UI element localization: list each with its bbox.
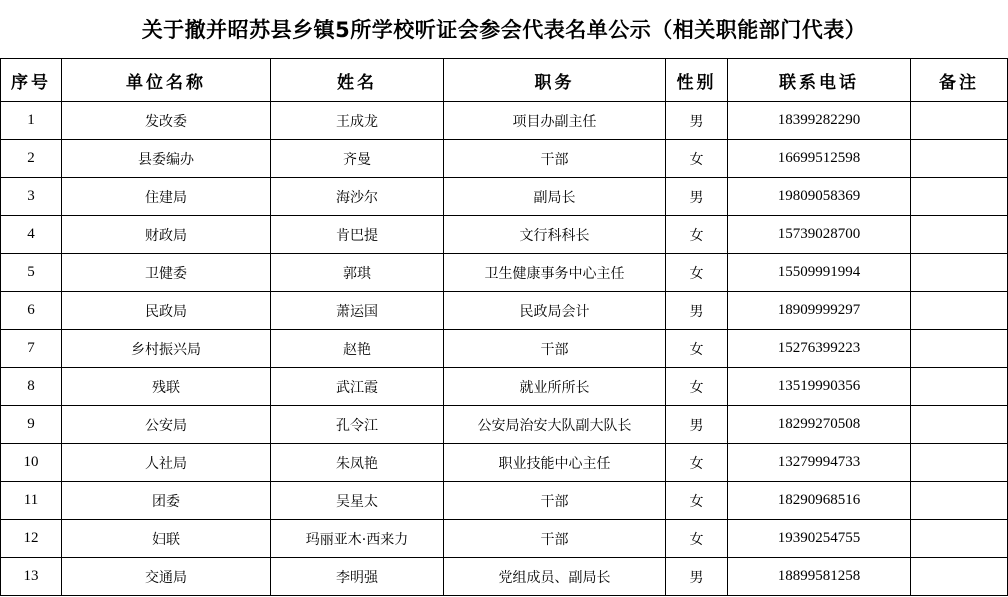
cell-phone: 13279994733 — [728, 444, 911, 482]
cell-gender: 男 — [666, 292, 728, 330]
cell-gender: 女 — [666, 140, 728, 178]
cell-note — [911, 444, 1008, 482]
table-row — [1, 140, 1008, 178]
cell-gender: 男 — [666, 406, 728, 444]
cell-no: 7 — [1, 330, 62, 368]
cell-gender: 女 — [666, 520, 728, 558]
cell-unit: 财政局 — [62, 216, 271, 254]
cell-name: 武江霞 — [271, 368, 444, 406]
cell-unit: 卫健委 — [62, 254, 271, 292]
cell-position: 公安局治安大队副大队长 — [444, 406, 666, 444]
cell-position: 民政局会计 — [444, 292, 666, 330]
cell-name: 王成龙 — [271, 102, 444, 140]
cell-phone: 15739028700 — [728, 216, 911, 254]
cell-note — [911, 520, 1008, 558]
cell-note — [911, 482, 1008, 520]
table-row — [1, 216, 1008, 254]
cell-no: 1 — [1, 102, 62, 140]
cell-unit: 县委编办 — [62, 140, 271, 178]
cell-note — [911, 558, 1008, 596]
cell-gender: 女 — [666, 216, 728, 254]
cell-no: 11 — [1, 482, 62, 520]
cell-note — [911, 406, 1008, 444]
table-row — [1, 102, 1008, 140]
cell-name: 萧运国 — [271, 292, 444, 330]
cell-note — [911, 254, 1008, 292]
column-header-note: 备注 — [911, 59, 1008, 102]
table-row — [1, 368, 1008, 406]
cell-unit: 团委 — [62, 482, 271, 520]
column-header-phone: 联系电话 — [728, 59, 911, 102]
cell-name: 孔令江 — [271, 406, 444, 444]
column-header-position: 职务 — [444, 59, 666, 102]
cell-phone: 18909999297 — [728, 292, 911, 330]
cell-name: 肯巴提 — [271, 216, 444, 254]
table-row — [1, 444, 1008, 482]
cell-no: 4 — [1, 216, 62, 254]
cell-position: 党组成员、副局长 — [444, 558, 666, 596]
column-header-gender: 性别 — [666, 59, 728, 102]
cell-note — [911, 140, 1008, 178]
cell-note — [911, 368, 1008, 406]
cell-name: 吴星太 — [271, 482, 444, 520]
table-row — [1, 482, 1008, 520]
cell-gender: 女 — [666, 368, 728, 406]
cell-unit: 公安局 — [62, 406, 271, 444]
cell-name: 朱凤艳 — [271, 444, 444, 482]
cell-no: 10 — [1, 444, 62, 482]
cell-unit: 乡村振兴局 — [62, 330, 271, 368]
cell-name: 齐曼 — [271, 140, 444, 178]
cell-position: 干部 — [444, 482, 666, 520]
table-body — [1, 102, 1008, 596]
table-row — [1, 292, 1008, 330]
cell-gender: 男 — [666, 178, 728, 216]
cell-position: 卫生健康事务中心主任 — [444, 254, 666, 292]
cell-position: 干部 — [444, 520, 666, 558]
cell-phone: 16699512598 — [728, 140, 911, 178]
cell-note — [911, 330, 1008, 368]
cell-position: 副局长 — [444, 178, 666, 216]
table-row — [1, 558, 1008, 596]
column-header-no: 序号 — [1, 59, 62, 102]
cell-gender: 男 — [666, 102, 728, 140]
cell-unit: 住建局 — [62, 178, 271, 216]
cell-unit: 人社局 — [62, 444, 271, 482]
cell-no: 13 — [1, 558, 62, 596]
cell-no: 8 — [1, 368, 62, 406]
cell-name: 玛丽亚木·西来力 — [271, 520, 444, 558]
cell-phone: 19809058369 — [728, 178, 911, 216]
cell-unit: 交通局 — [62, 558, 271, 596]
cell-no: 3 — [1, 178, 62, 216]
cell-phone: 18399282290 — [728, 102, 911, 140]
cell-no: 2 — [1, 140, 62, 178]
cell-unit: 民政局 — [62, 292, 271, 330]
cell-name: 李明强 — [271, 558, 444, 596]
cell-unit: 残联 — [62, 368, 271, 406]
cell-gender: 女 — [666, 482, 728, 520]
cell-note — [911, 216, 1008, 254]
cell-phone: 18899581258 — [728, 558, 911, 596]
cell-phone: 13519990356 — [728, 368, 911, 406]
cell-gender: 女 — [666, 254, 728, 292]
column-header-name: 姓名 — [271, 59, 444, 102]
cell-note — [911, 178, 1008, 216]
cell-gender: 女 — [666, 330, 728, 368]
cell-phone: 18290968516 — [728, 482, 911, 520]
cell-position: 干部 — [444, 140, 666, 178]
cell-phone: 15509991994 — [728, 254, 911, 292]
column-header-unit: 单位名称 — [62, 59, 271, 102]
cell-phone: 15276399223 — [728, 330, 911, 368]
cell-unit: 妇联 — [62, 520, 271, 558]
cell-name: 郭琪 — [271, 254, 444, 292]
table-row — [1, 520, 1008, 558]
cell-no: 12 — [1, 520, 62, 558]
cell-name: 海沙尔 — [271, 178, 444, 216]
table-row — [1, 178, 1008, 216]
cell-position: 干部 — [444, 330, 666, 368]
cell-no: 9 — [1, 406, 62, 444]
cell-unit: 发改委 — [62, 102, 271, 140]
cell-note — [911, 292, 1008, 330]
cell-position: 就业所所长 — [444, 368, 666, 406]
table-row — [1, 330, 1008, 368]
cell-position: 文行科科长 — [444, 216, 666, 254]
cell-position: 职业技能中心主任 — [444, 444, 666, 482]
header-row — [1, 59, 1008, 102]
cell-position: 项目办副主任 — [444, 102, 666, 140]
cell-name: 赵艳 — [271, 330, 444, 368]
cell-phone: 19390254755 — [728, 520, 911, 558]
table-row — [1, 254, 1008, 292]
cell-phone: 18299270508 — [728, 406, 911, 444]
page-title: 关于撤并昭苏县乡镇5所学校听证会参会代表名单公示（相关职能部门代表） — [141, 18, 867, 42]
cell-note — [911, 102, 1008, 140]
representatives-table — [0, 58, 1008, 596]
table-row — [1, 406, 1008, 444]
cell-no: 6 — [1, 292, 62, 330]
cell-gender: 女 — [666, 444, 728, 482]
cell-gender: 男 — [666, 558, 728, 596]
cell-no: 5 — [1, 254, 62, 292]
